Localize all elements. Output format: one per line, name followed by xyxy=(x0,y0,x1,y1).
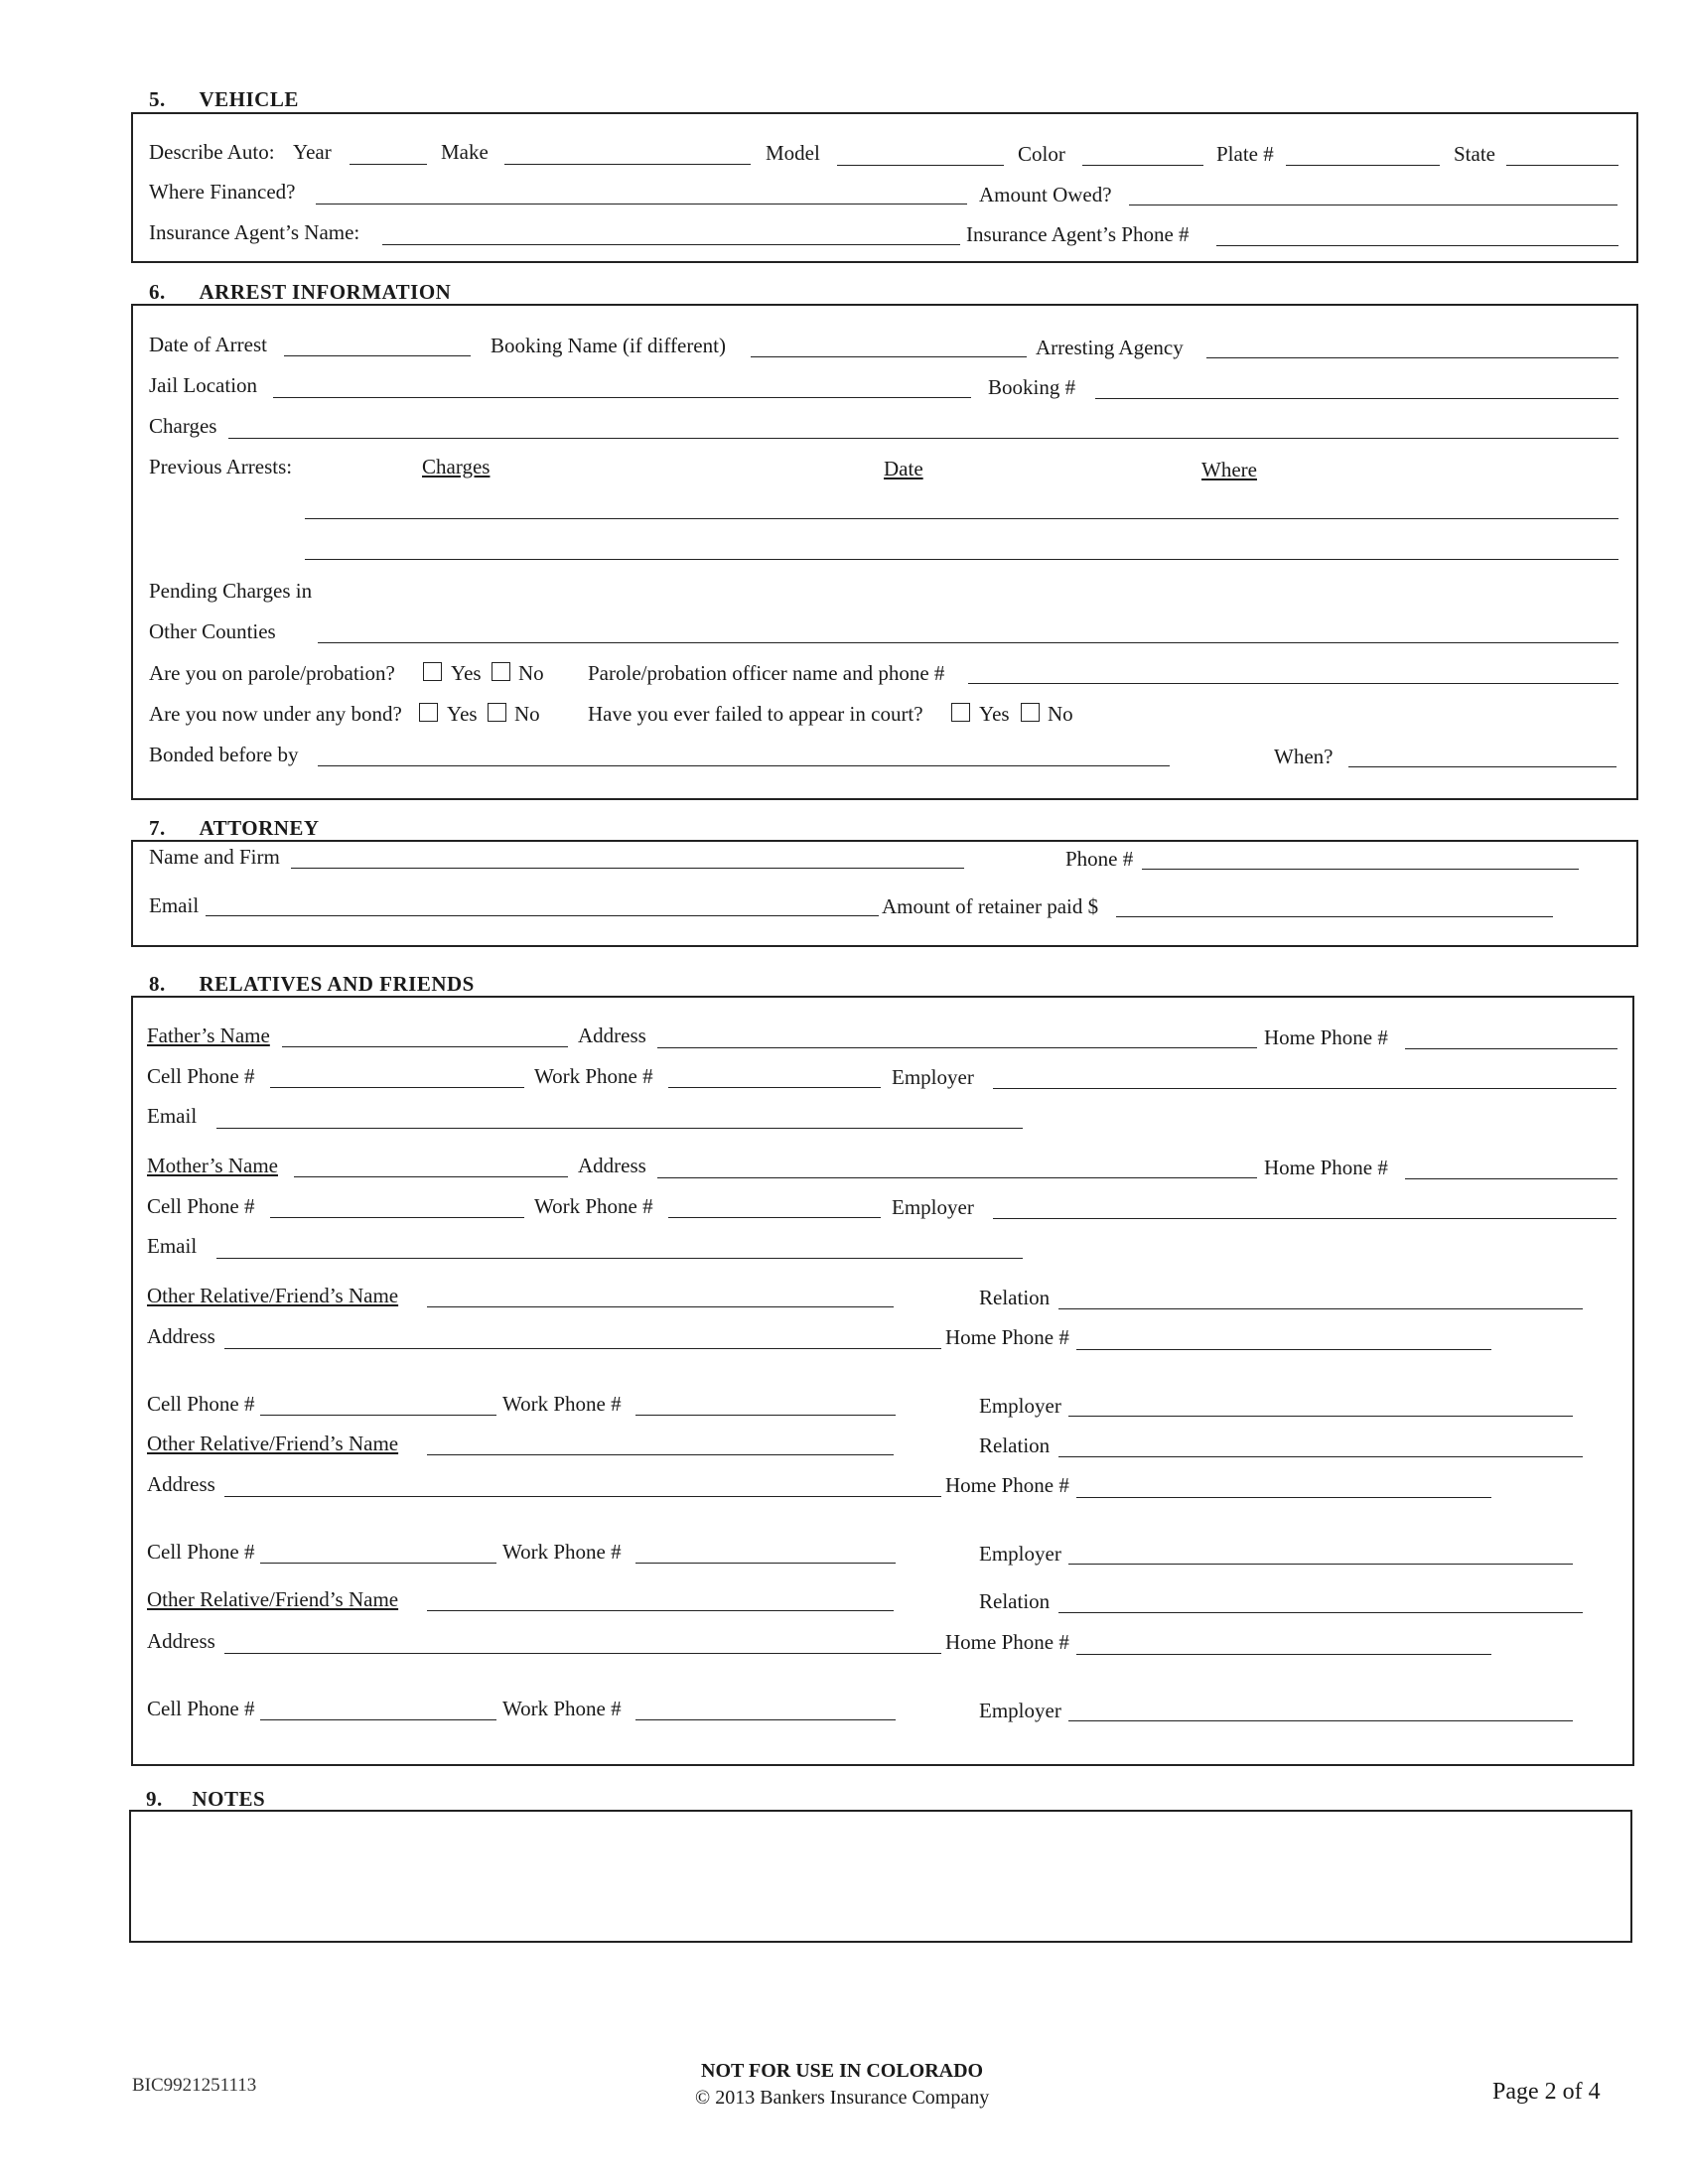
other2-address-field[interactable] xyxy=(224,1496,941,1497)
arresting-agency-label: Arresting Agency xyxy=(1036,336,1184,359)
mother-employer-field[interactable] xyxy=(993,1218,1617,1219)
other1-relation-field[interactable] xyxy=(1058,1308,1583,1309)
where-financed-field[interactable] xyxy=(316,204,967,205)
when-field[interactable] xyxy=(1348,766,1617,767)
other2-name-label: Other Relative/Friend’s Name xyxy=(147,1432,399,1455)
copyright: © 2013 Bankers Insurance Company xyxy=(695,2087,990,2109)
previous-arrests-line-2[interactable] xyxy=(305,559,1618,560)
plate-label: Plate # xyxy=(1216,142,1274,166)
fail-appear-yes-checkbox[interactable] xyxy=(951,703,970,722)
other2-home-phone-label: Home Phone # xyxy=(945,1473,1069,1497)
other3-relation-field[interactable] xyxy=(1058,1612,1583,1613)
pending-charges-label-2: Other Counties xyxy=(149,619,276,643)
mother-work-label: Work Phone # xyxy=(534,1194,653,1218)
other1-work-label: Work Phone # xyxy=(502,1392,622,1416)
other3-employer-label: Employer xyxy=(979,1699,1061,1722)
charges-label: Charges xyxy=(149,414,217,438)
year-label: Year xyxy=(293,140,332,164)
retainer-field[interactable] xyxy=(1116,916,1553,917)
mother-cell-label: Cell Phone # xyxy=(147,1194,255,1218)
other3-name-label: Other Relative/Friend’s Name xyxy=(147,1587,399,1611)
date-of-arrest-label: Date of Arrest xyxy=(149,333,267,356)
other2-relation-label: Relation xyxy=(979,1433,1051,1457)
other3-work-label: Work Phone # xyxy=(502,1697,622,1720)
booking-name-label: Booking Name (if different) xyxy=(491,334,726,357)
fail-appear-yes-label: Yes xyxy=(979,702,1010,726)
other2-cell-label: Cell Phone # xyxy=(147,1540,255,1564)
page-number: Page 2 of 4 xyxy=(1492,2079,1601,2105)
other3-work-field[interactable] xyxy=(635,1719,896,1720)
mother-work-field[interactable] xyxy=(668,1217,881,1218)
section-number: 6. xyxy=(149,280,166,304)
other2-name-field[interactable] xyxy=(427,1454,894,1455)
attorney-phone-field[interactable] xyxy=(1142,869,1579,870)
other2-employer-field[interactable] xyxy=(1068,1564,1573,1565)
other3-name-field[interactable] xyxy=(427,1610,894,1611)
section-title-text: ARREST INFORMATION xyxy=(199,280,452,304)
make-field[interactable] xyxy=(504,164,751,165)
attorney-box xyxy=(131,840,1638,947)
father-name-field[interactable] xyxy=(282,1046,568,1047)
other2-relation-field[interactable] xyxy=(1058,1456,1583,1457)
father-cell-label: Cell Phone # xyxy=(147,1064,255,1088)
other2-work-label: Work Phone # xyxy=(502,1540,622,1564)
other1-relation-label: Relation xyxy=(979,1286,1051,1309)
father-employer-field[interactable] xyxy=(993,1088,1617,1089)
section-number: 9. xyxy=(146,1787,163,1811)
pending-charges-label-1: Pending Charges in xyxy=(149,579,313,603)
parole-yes-checkbox[interactable] xyxy=(423,662,442,681)
previous-arrests-line-1[interactable] xyxy=(305,518,1618,519)
jail-location-field[interactable] xyxy=(273,397,971,398)
bond-yes-checkbox[interactable] xyxy=(419,703,438,722)
section-relatives-title xyxy=(149,972,475,997)
mother-address-label: Address xyxy=(578,1154,646,1177)
other3-relation-label: Relation xyxy=(979,1589,1051,1613)
date-of-arrest-field[interactable] xyxy=(284,355,471,356)
plate-field[interactable] xyxy=(1286,165,1440,166)
other1-work-field[interactable] xyxy=(635,1415,896,1416)
when-label: When? xyxy=(1274,745,1334,768)
section-vehicle-title xyxy=(149,87,299,112)
other2-address-label: Address xyxy=(147,1472,215,1496)
fail-appear-no-label: No xyxy=(1048,702,1073,726)
other1-name-field[interactable] xyxy=(427,1306,894,1307)
where-financed-label: Where Financed? xyxy=(149,180,296,204)
father-employer-label: Employer xyxy=(892,1065,974,1089)
parole-officer-label: Parole/probation officer name and phone # xyxy=(588,661,945,685)
other2-employer-label: Employer xyxy=(979,1542,1061,1566)
arrest-box xyxy=(131,304,1638,800)
father-name-label: Father’s Name xyxy=(147,1024,270,1047)
other3-cell-label: Cell Phone # xyxy=(147,1697,255,1720)
prev-col-date: Date xyxy=(884,457,923,480)
booking-number-field[interactable] xyxy=(1095,398,1618,399)
section-arrest-title xyxy=(149,280,451,305)
color-field[interactable] xyxy=(1082,165,1203,166)
other2-work-field[interactable] xyxy=(635,1563,896,1564)
other1-address-field[interactable] xyxy=(224,1348,941,1349)
mother-email-field[interactable] xyxy=(216,1258,1023,1259)
bonded-before-field[interactable] xyxy=(318,765,1170,766)
model-label: Model xyxy=(766,141,820,165)
parole-no-checkbox[interactable] xyxy=(492,662,510,681)
parole-officer-field[interactable] xyxy=(968,683,1618,684)
bond-no-label: No xyxy=(514,702,540,726)
form-id: BIC9921251113 xyxy=(132,2075,257,2096)
bonded-before-label: Bonded before by xyxy=(149,743,299,766)
mother-home-phone-label: Home Phone # xyxy=(1264,1156,1388,1179)
other1-address-label: Address xyxy=(147,1324,215,1348)
father-email-label: Email xyxy=(147,1104,198,1128)
pending-charges-field[interactable] xyxy=(318,642,1618,643)
section-number: 8. xyxy=(149,972,166,996)
father-home-phone-field[interactable] xyxy=(1405,1048,1618,1049)
relatives-box xyxy=(131,996,1634,1766)
agent-name-field[interactable] xyxy=(382,244,960,245)
prev-col-charges: Charges xyxy=(422,455,491,478)
mother-email-label: Email xyxy=(147,1234,198,1258)
mother-address-field[interactable] xyxy=(657,1177,1257,1178)
father-work-field[interactable] xyxy=(668,1087,881,1088)
section-title-text: RELATIVES AND FRIENDS xyxy=(199,972,475,996)
year-field[interactable] xyxy=(350,164,427,165)
mother-employer-label: Employer xyxy=(892,1195,974,1219)
color-label: Color xyxy=(1018,142,1065,166)
other2-cell-field[interactable] xyxy=(260,1563,496,1564)
agent-phone-field[interactable] xyxy=(1216,245,1618,246)
notes-box[interactable] xyxy=(129,1810,1632,1943)
amount-owed-label: Amount Owed? xyxy=(979,183,1112,206)
other1-home-phone-label: Home Phone # xyxy=(945,1325,1069,1349)
other3-home-phone-field[interactable] xyxy=(1076,1654,1491,1655)
agent-name-label: Insurance Agent’s Name: xyxy=(149,220,360,244)
parole-no-label: No xyxy=(518,661,544,685)
state-field[interactable] xyxy=(1506,165,1618,166)
agent-phone-label: Insurance Agent’s Phone # xyxy=(966,222,1190,246)
other3-employer-field[interactable] xyxy=(1068,1720,1573,1721)
fail-appear-question: Have you ever failed to appear in court? xyxy=(588,702,923,726)
other3-home-phone-label: Home Phone # xyxy=(945,1630,1069,1654)
attorney-phone-label: Phone # xyxy=(1065,847,1134,871)
make-label: Make xyxy=(441,140,489,164)
mother-name-label: Mother’s Name xyxy=(147,1154,278,1177)
section-attorney-title xyxy=(149,816,320,841)
bond-no-checkbox[interactable] xyxy=(488,703,506,722)
booking-number-label: Booking # xyxy=(988,375,1076,399)
other1-employer-field[interactable] xyxy=(1068,1416,1573,1417)
prev-col-where: Where xyxy=(1201,458,1257,481)
fail-appear-no-checkbox[interactable] xyxy=(1021,703,1040,722)
previous-arrests-label: Previous Arrests: xyxy=(149,455,293,478)
other1-home-phone-field[interactable] xyxy=(1076,1349,1491,1350)
bond-question: Are you now under any bond? xyxy=(149,702,402,726)
other1-employer-label: Employer xyxy=(979,1394,1061,1418)
name-firm-label: Name and Firm xyxy=(149,845,280,869)
mother-name-field[interactable] xyxy=(294,1176,568,1177)
retainer-label: Amount of retainer paid $ xyxy=(882,894,1099,918)
mother-home-phone-field[interactable] xyxy=(1405,1178,1618,1179)
attorney-email-label: Email xyxy=(149,893,200,917)
attorney-email-field[interactable] xyxy=(206,915,879,916)
parole-question: Are you on parole/probation? xyxy=(149,661,395,685)
other3-address-label: Address xyxy=(147,1629,215,1653)
parole-yes-label: Yes xyxy=(451,661,482,685)
describe-auto-label: Describe Auto: xyxy=(149,140,275,164)
jail-location-label: Jail Location xyxy=(149,373,258,397)
other1-name-label: Other Relative/Friend’s Name xyxy=(147,1284,399,1307)
father-address-field[interactable] xyxy=(657,1047,1257,1048)
father-email-field[interactable] xyxy=(216,1128,1023,1129)
arresting-agency-field[interactable] xyxy=(1206,357,1618,358)
section-title-text: ATTORNEY xyxy=(199,816,320,840)
other3-cell-field[interactable] xyxy=(260,1719,496,1720)
state-label: State xyxy=(1454,142,1495,166)
other2-home-phone-field[interactable] xyxy=(1076,1497,1491,1498)
section-number: 5. xyxy=(149,87,166,111)
other1-cell-label: Cell Phone # xyxy=(147,1392,255,1416)
name-firm-field[interactable] xyxy=(291,868,964,869)
section-title-text: VEHICLE xyxy=(199,87,299,111)
other1-cell-field[interactable] xyxy=(260,1415,496,1416)
model-field[interactable] xyxy=(837,165,1004,166)
other3-address-field[interactable] xyxy=(224,1653,941,1654)
charges-field[interactable] xyxy=(228,438,1618,439)
father-home-phone-label: Home Phone # xyxy=(1264,1025,1388,1049)
section-number: 7. xyxy=(149,816,166,840)
booking-name-field[interactable] xyxy=(751,356,1027,357)
father-work-label: Work Phone # xyxy=(534,1064,653,1088)
bond-yes-label: Yes xyxy=(447,702,478,726)
father-address-label: Address xyxy=(578,1024,646,1047)
mother-cell-field[interactable] xyxy=(270,1217,524,1218)
section-notes-title xyxy=(146,1787,265,1812)
father-cell-field[interactable] xyxy=(270,1087,524,1088)
section-title-text: NOTES xyxy=(192,1787,266,1811)
restriction-notice: NOT FOR USE IN COLORADO xyxy=(701,2060,984,2082)
